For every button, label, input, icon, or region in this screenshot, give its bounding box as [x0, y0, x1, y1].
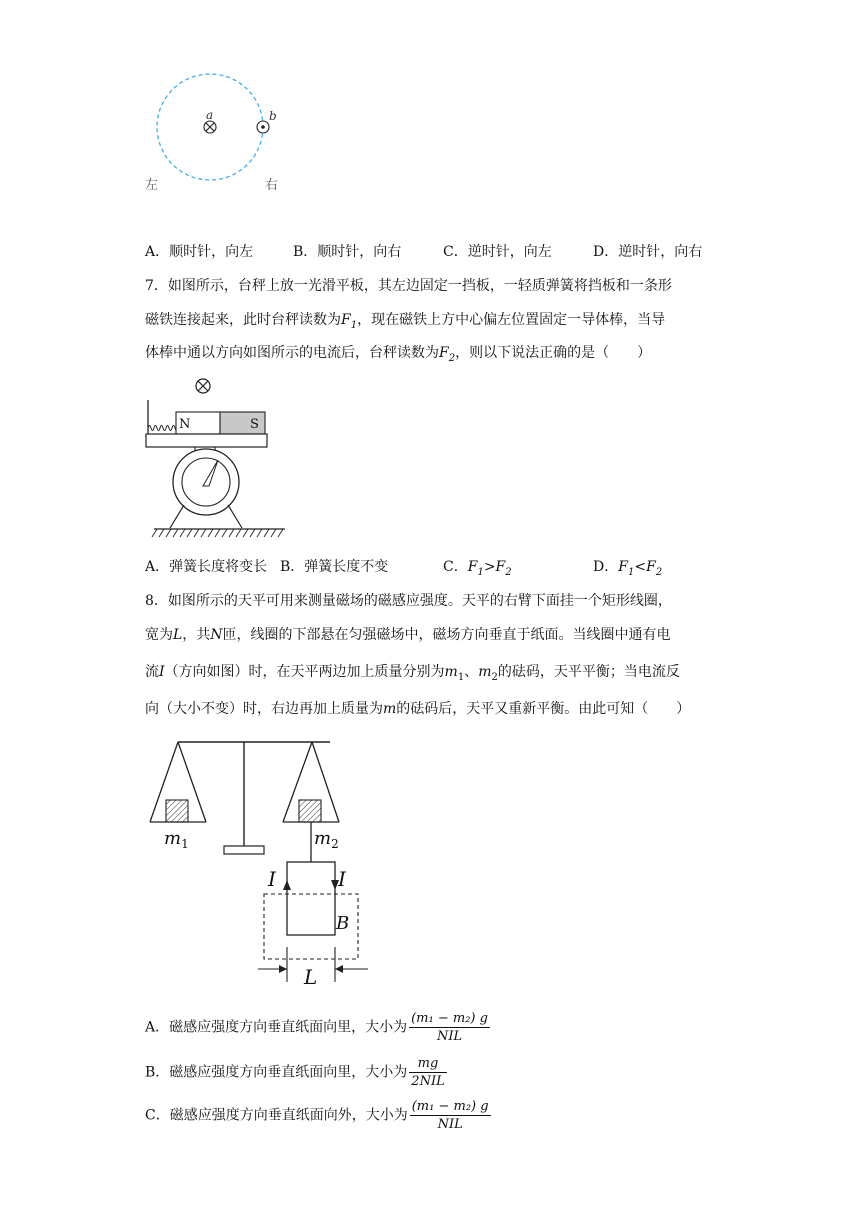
q8-option-a-fraction: $\frac{\text{(m₁ − m₂) g}}{\text{NIL}}$	[411, 1011, 488, 1044]
q6-option-a: A．顺时针，向左	[145, 244, 254, 260]
label-a: a	[206, 108, 214, 122]
q8-option-a: A．磁感应强度方向垂直纸面向里，大小为 $\frac{\text{(m₁ − m₂) g}}{\text{NIL}}$	[145, 1011, 488, 1044]
current-into-page-icon	[204, 121, 216, 133]
label-m2: $m_2$	[314, 828, 339, 851]
q8-option-c-fraction: $\frac{\text{(m₁ − m₂) g}}{\text{NIL}}$	[411, 1099, 489, 1132]
plate	[146, 434, 267, 447]
q7-line-1: 7．如图所示，台秤上放一光滑平板，其左边固定一挡板，一轻质弹簧将挡板和一条形	[145, 278, 672, 294]
current-into-page-icon	[196, 379, 210, 393]
q8-option-b: B．磁感应强度方向垂直纸面向里，大小为 $\frac{mg}{\text{2NIL}}$	[145, 1056, 445, 1089]
figure-scale	[140, 372, 300, 547]
label-i-right: I	[338, 867, 346, 891]
q6-option-c: C．逆时针，向左	[443, 244, 552, 260]
label-left: 左	[145, 178, 159, 193]
magnet-n-label: N	[179, 417, 191, 432]
balance-base	[224, 846, 264, 854]
q8-option-c: C．磁感应强度方向垂直纸面向外，大小为 $\frac{\text{(m₁ − m₂) g}}{\text{NIL}}$	[145, 1099, 489, 1132]
coil	[287, 862, 335, 935]
label-i-left: I	[268, 867, 276, 891]
q7-option-c: C．$F_1>F_2$	[443, 559, 512, 578]
q8-line-1: 8．如图所示的天平可用来测量磁场的磁感应强度。天平的右臂下面挂一个矩形线圈，	[145, 593, 672, 609]
q8-option-b-fraction: $\frac{mg}{\text{2NIL}}$	[411, 1056, 445, 1089]
magnet-s-label: S	[250, 417, 259, 432]
weight-m2	[299, 800, 321, 822]
q7-option-d: D．$F_1<F_2$	[593, 559, 663, 578]
q6-option-b: B．顺时针，向右	[293, 244, 402, 260]
q7-option-a: A．弹簧长度将变长	[145, 559, 268, 575]
figure-balance	[140, 734, 385, 994]
label-b: b	[269, 109, 277, 123]
label-b: B	[336, 913, 350, 934]
weight-m1	[166, 800, 188, 822]
q8-line-4: 向（大小不变）时，右边再加上质量为m的砝码后，天平又重新平衡。由此可知（ ）	[145, 701, 691, 717]
q7-option-b: B．弹簧长度不变	[280, 559, 389, 575]
q7-line-3: 体棒中通以方向如图所示的电流后，台秤读数为$F_2$，则以下说法正确的是（ ）	[145, 345, 652, 364]
label-right: 右	[265, 178, 279, 193]
label-m1: $m_1$	[164, 828, 189, 851]
figure-circle	[140, 65, 300, 195]
label-l: L	[304, 965, 318, 989]
q7-line-2: 磁铁连接起来，此时台秤读数为$F_1$，现在磁铁上方中心偏左位置固定一导体棒，当导	[145, 312, 666, 331]
q8-line-3: 流I（方向如图）时，在天平两边加上质量分别为$m_1$、$m_2$的砝码，天平平衡；当电流反	[145, 664, 680, 683]
q8-line-2: 宽为L，共N匝，线圈的下部悬在匀强磁场中，磁场方向垂直于纸面。当线圈中通有电	[145, 627, 671, 643]
current-out-of-page-icon	[257, 121, 269, 133]
q6-option-d: D．逆时针，向右	[593, 244, 703, 260]
